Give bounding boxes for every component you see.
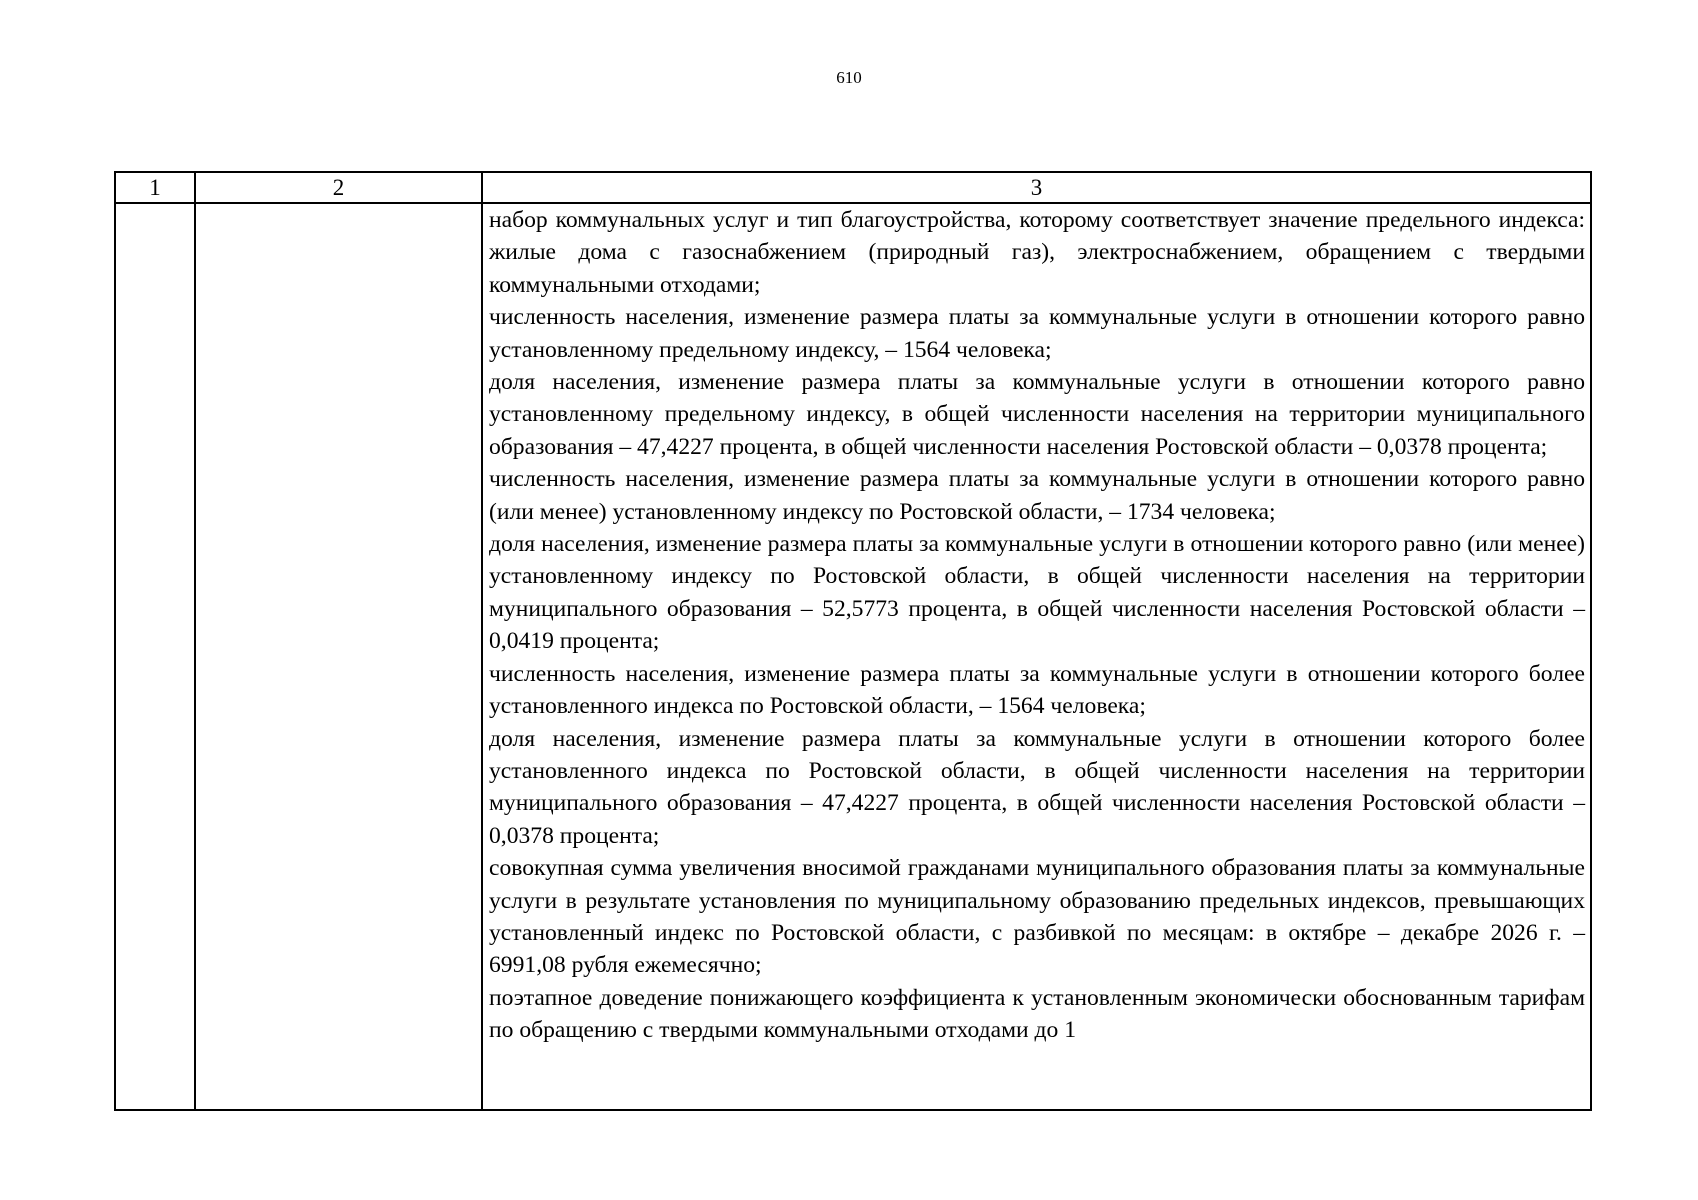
paragraph-total-increase: совокупная сумма увеличения вносимой гражданами муниципального образования платы за коммунальные услуги в результате установления по муниципальному образованию предельных индексов, превышающих установленный индекс по Ростовской области, с разбивкой по месяцам: в октябре – декабре 2026 г. – 6991,08 рубля ежемесячно; [489, 855, 1585, 979]
document-table [114, 171, 1592, 1111]
paragraph-coefficient: поэтапное доведение понижающего коэффициента к установленным экономически обоснованным тарифам по обращению с твердыми коммунальными отходами до 1 [489, 984, 1585, 1044]
table-row [115, 203, 1591, 1110]
paragraph-population-less-or-equal: численность населения, изменение размера платы за коммунальные услуги в отношении которого равно (или менее) установленному индексу по Ростовской области, – 1734 человека; [489, 466, 1585, 525]
column-header-2: 2 [195, 172, 482, 203]
table-header-row [115, 172, 1591, 203]
paragraph-share-less-or-equal: доля населения, изменение размера платы за коммунальные услуги в отношении которого равно (или менее) установленному индексу по Ростовской области, в общей численности населения на территории муниципального образования – 52,5773 процента, в общей численности населения Ростовской области – 0,0419 процента; [489, 531, 1585, 655]
column-header-1: 1 [115, 172, 195, 203]
paragraph-population-more: численность населения, изменение размера платы за коммунальные услуги в отношении которого более установленного индекса по Ростовской области, – 1564 человека; [489, 660, 1585, 720]
row-content-cell [482, 203, 1591, 1110]
paragraph-utility-set: набор коммунальных услуг и тип благоустройства, которому соответствует значение предельного индекса: жилые дома с газоснабжением (природный газ), электроснабжением, обращением с твердыми коммунальными отходами; [489, 207, 1585, 298]
row-number-cell [115, 203, 195, 1110]
paragraph-population-equal: численность населения, изменение размера платы за коммунальные услуги в отношении которого равно установленному предельному индексу, – 1564 человека; [489, 304, 1585, 363]
row-name-cell [195, 203, 482, 1110]
column-header-3: 3 [482, 172, 1591, 203]
paragraph-share-more: доля населения, изменение размера платы за коммунальные услуги в отношении которого более установленного индекса по Ростовской области, в общей численности населения на территории муниципального образования – 47,4227 процента, в общей численности населения Ростовской области – 0,0378 процента; [489, 725, 1585, 849]
page-number: 610 [836, 68, 862, 87]
paragraph-share-equal: доля населения, изменение размера платы за коммунальные услуги в отношении которого равно установленному предельному индексу, в общей численности населения на территории муниципального образования – 47,4227 процента, в общей численности населения Ростовской области – 0,0378 процента; [489, 369, 1585, 460]
